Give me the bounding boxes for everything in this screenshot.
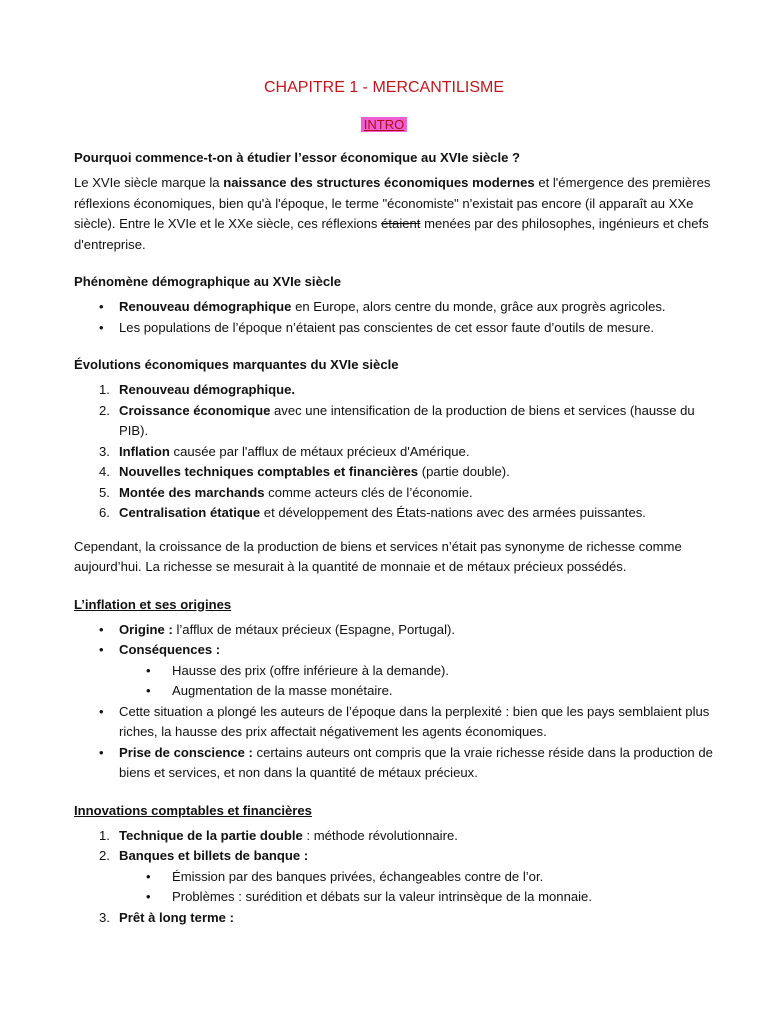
list-item: 3. Inflation causée par l'afflux de métaux précieux d'Amérique.: [99, 443, 470, 459]
list-item: 6. Centralisation étatique et développement des États-nations avec des armées puissantes.: [99, 505, 646, 520]
chapter-title: CHAPITRE 1 - MERCANTILISME: [263, 79, 505, 96]
list-item: • Conséquences : • Hausse des prix (offre inférieure à la demande). • Augmentation de la masse monétaire.: [74, 640, 714, 702]
list-item: 3. Prêt à long terme :: [99, 909, 234, 925]
intro-label: INTRO: [0, 116, 768, 134]
section-heading: Pourquoi commence-t-on à étudier l’essor économique au XVIe siècle ?: [74, 150, 521, 165]
sub-bullet-list: [119, 867, 714, 908]
list-item: 4. Nouvelles techniques comptables et financières (partie double).: [99, 464, 510, 479]
document-body: [74, 148, 714, 945]
section-heading: Innovations comptables et financières: [74, 802, 312, 818]
list-item: 1. Technique de la partie double : méthode révolutionnaire.: [99, 827, 458, 843]
list-item: • Augmentation de la masse monétaire.: [146, 683, 393, 698]
section-heading: Évolutions économiques marquantes du XVIe siècle: [74, 357, 399, 372]
list-item: • Les populations de l’époque n’étaient pas conscientes de cet essor faute d’outils de mesure.: [99, 319, 655, 335]
list-item: • Problèmes : surédition et débats sur la valeur intrinsèque de la monnaie.: [146, 889, 592, 904]
list-item: • Émission par des banques privées, échangeables contre de l’or.: [146, 868, 544, 884]
paragraph: Le XVIe siècle marque la naissance des structures économiques modernes et l'émergence des premières réflexions économiques, bien qu'à l'époque, le terme "économiste" n'existait pas encore (il apparaît au XXe siècle). Entre le XVIe et le XXe siècle, ces réflexions étaient menées par des philosophes, ingénieurs et chefs d'entreprise.: [74, 175, 711, 252]
section-heading: Phénomène démographique au XVIe siècle: [74, 274, 342, 289]
list-item: • Cette situation a plongé les auteurs de l’époque dans la perplexité : bien que les pays semblaient plus riches, la hausse des prix affectait négativement les agents économiques.: [99, 703, 710, 739]
numbered-list: [74, 826, 714, 929]
sub-bullet-list: [119, 661, 714, 702]
list-item: • Renouveau démographique en Europe, alors centre du monde, grâce aux progrès agricoles.: [99, 299, 666, 314]
list-item: 5. Montée des marchands comme acteurs clés de l’économie.: [99, 484, 473, 500]
bullet-list: [74, 297, 714, 338]
numbered-list: [74, 380, 714, 524]
section-heading: L’inflation et ses origines: [74, 596, 232, 612]
list-item: 1. Renouveau démographique.: [99, 382, 296, 397]
list-item: 2. Banques et billets de banque : • Émission par des banques privées, échangeables contre de l’or. • Problèmes : surédition et débats sur la valeur intrinsèque de la monnaie.: [74, 846, 714, 908]
list-item: • Hausse des prix (offre inférieure à la demande).: [146, 662, 450, 678]
list-item: 2. Croissance économique avec une intensification de la production de biens et services (hausse du PIB).: [99, 402, 695, 438]
paragraph: Cependant, la croissance de la production de biens et services n’était pas synonyme de richesse comme aujourd’hui. La richesse se mesurait à la quantité de monnaie et de métaux précieux possédés.: [74, 538, 682, 574]
bullet-list: [74, 620, 714, 784]
list-item: • Prise de conscience : certains auteurs ont compris que la vraie richesse réside dans la production de biens et services, et non dans la quantité de métaux précieux.: [99, 744, 713, 780]
list-item: • Origine : l’afflux de métaux précieux (Espagne, Portugal).: [99, 621, 455, 637]
